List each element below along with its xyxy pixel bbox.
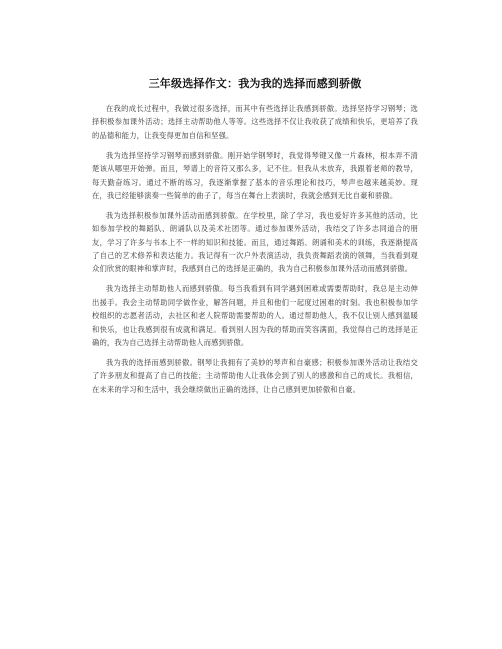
paragraph-helping: 我为选择主动帮助他人而感到骄傲。每当我看到有同学遇到困难或需要帮助时，我总是主动伸出援手。我会主动帮助同学做作业，解答问题，并且和他们一起度过困难的时刻。我也积极参加学校组织的志愿者活动，去社区和老人院帮助需要帮助的人。通过帮助他人，我不仅让别人感到温暖和快乐，也让我感到很有成就和满足。看到别人因为我的帮助而笑容满面，我觉得自己的选择是正确的，我为自己选择主动帮助他人而感到骄傲。 xyxy=(92,284,418,347)
paragraph-conclusion: 我为我的选择而感到骄傲。钢琴让我拥有了美妙的琴声和自豪感；积极参加课外活动让我结交了许多朋友和提高了自己的技能；主动帮助他人让我体会到了别人的感激和自己的成长。我相信，在未来的学习和生活中，我会继续做出正确的选择，让自己感到更加骄傲和自豪。 xyxy=(92,357,418,394)
document-title: 三年级选择作文：我为我的选择而感到骄傲 xyxy=(148,77,362,90)
paragraph-activities: 我为选择积极参加课外活动而感到骄傲。在学校里，除了学习，我也爱好许多其他的活动，比如参加学校的舞蹈队、朗诵队以及美术社团等。通过参加课外活动，我结交了许多志同道合的朋友，学习了许多与书本上不一样的知识和技能。而且，通过舞蹈、朗诵和美术的训练，我逐渐提高了自己的艺术修养和表达能力。我记得有一次户外表演活动，我负责舞蹈表演的领舞，当我看到观众们欣赏的眼神和掌声时，我感到自己的选择是正确的，我为自己积极参加课外活动而感到骄傲。 xyxy=(92,210,418,274)
paragraph-intro: 在我的成长过程中，我做过很多选择，而其中有些选择让我感到骄傲。选择坚持学习钢琴；选择积极参加课外活动；选择主动帮助他人等等。这些选择不仅让我收获了成绩和快乐，更培养了我的品德和能力，让我变得更加自信和坚强。 xyxy=(92,104,418,140)
paragraph-piano: 我为选择坚持学习钢琴而感到骄傲。刚开始学钢琴时，我觉得琴键又像一片森林，根本弄不清楚该从哪里开始弹。而且，琴谱上的音符又那么多，记不住。但我从未放弃，我跟着老师的教导，每天勤奋练习。通过不断的练习，我逐渐掌握了基本的音乐理论和技巧，琴声也越来越美妙。现在，我已经能够演奏一些简单的曲子了，每当在舞台上表演时，我就会感到无比自豪和骄傲。 xyxy=(92,150,418,200)
